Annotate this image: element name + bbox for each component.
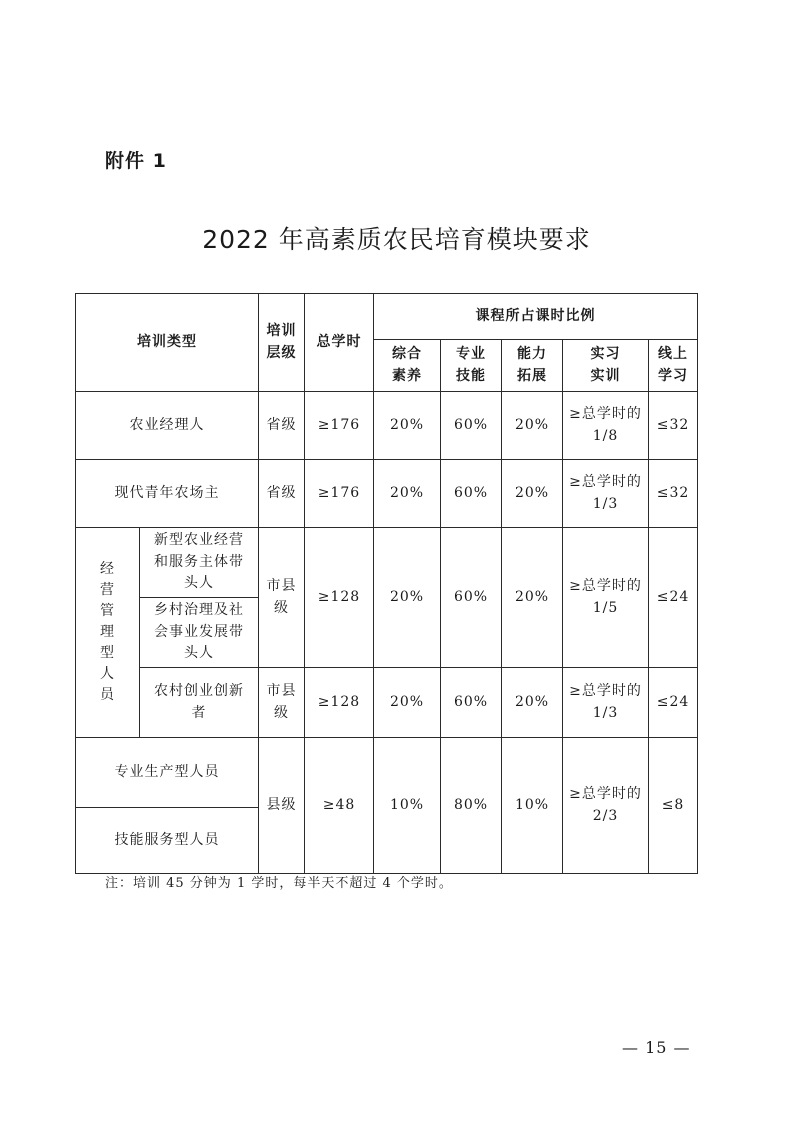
row-online: ≤32	[649, 460, 698, 528]
group-ab-level: 市县级	[259, 528, 305, 668]
table-row	[76, 528, 698, 598]
row-total: ≥176	[305, 460, 374, 528]
training-module-table	[75, 293, 698, 874]
row-online: ≤32	[649, 392, 698, 460]
group-ab-comprehensive: 20%	[374, 528, 441, 668]
row-practice: ≥总学时的 1/3	[563, 460, 649, 528]
page-number: — 15 —	[622, 1038, 691, 1057]
row-level: 省级	[259, 460, 305, 528]
prod-expansion: 10%	[502, 738, 563, 874]
row-professional: 60%	[441, 392, 502, 460]
row-comprehensive: 20%	[374, 392, 441, 460]
c-total: ≥128	[305, 668, 374, 738]
table-row	[76, 460, 698, 528]
prod-practice: ≥总学时的 2/3	[563, 738, 649, 874]
header-practical-training: 实习实训	[563, 340, 649, 392]
header-comprehensive: 综合素养	[374, 340, 441, 392]
row-comprehensive: 20%	[374, 460, 441, 528]
row-type: 农业经理人	[76, 392, 259, 460]
header-training-level: 培训层级	[259, 294, 305, 392]
sub-type-b: 乡村治理及社会事业发展带头人	[140, 598, 259, 668]
row-practice: ≥总学时的 1/8	[563, 392, 649, 460]
header-course-ratio: 课程所占课时比例	[374, 294, 698, 340]
c-expansion: 20%	[502, 668, 563, 738]
prod-professional: 80%	[441, 738, 502, 874]
header-online-learning: 线上学习	[649, 340, 698, 392]
c-comprehensive: 20%	[374, 668, 441, 738]
table-note: 注：培训 45 分钟为 1 学时，每半天不超过 4 个学时。	[105, 876, 453, 891]
prod-comprehensive: 10%	[374, 738, 441, 874]
row-level: 省级	[259, 392, 305, 460]
group-management-label: 经营管理型人员	[76, 528, 140, 738]
group-ab-professional: 60%	[441, 528, 502, 668]
c-level: 市县级	[259, 668, 305, 738]
header-training-type: 培训类型	[76, 294, 259, 392]
prod-type-a: 专业生产型人员	[76, 738, 259, 808]
header-row-1	[76, 294, 698, 340]
attachment-label: 附件 1	[105, 150, 167, 172]
group-ab-practice: ≥总学时的 1/5	[563, 528, 649, 668]
header-ability-expansion: 能力拓展	[502, 340, 563, 392]
c-online: ≤24	[649, 668, 698, 738]
c-practice: ≥总学时的 1/3	[563, 668, 649, 738]
document-title: 2022 年高素质农民培育模块要求	[202, 225, 591, 254]
group-ab-online: ≤24	[649, 528, 698, 668]
table-row	[76, 392, 698, 460]
prod-online: ≤8	[649, 738, 698, 874]
row-expansion: 20%	[502, 392, 563, 460]
c-professional: 60%	[441, 668, 502, 738]
row-expansion: 20%	[502, 460, 563, 528]
table-row	[76, 738, 698, 808]
row-total: ≥176	[305, 392, 374, 460]
group-ab-total: ≥128	[305, 528, 374, 668]
table-row	[76, 668, 698, 738]
row-professional: 60%	[441, 460, 502, 528]
sub-type-c: 农村创业创新者	[140, 668, 259, 738]
header-professional-skill: 专业技能	[441, 340, 502, 392]
prod-total: ≥48	[305, 738, 374, 874]
header-total-hours: 总学时	[305, 294, 374, 392]
sub-type-a: 新型农业经营和服务主体带头人	[140, 528, 259, 598]
prod-level: 县级	[259, 738, 305, 874]
row-type: 现代青年农场主	[76, 460, 259, 528]
group-ab-expansion: 20%	[502, 528, 563, 668]
prod-type-b: 技能服务型人员	[76, 808, 259, 874]
